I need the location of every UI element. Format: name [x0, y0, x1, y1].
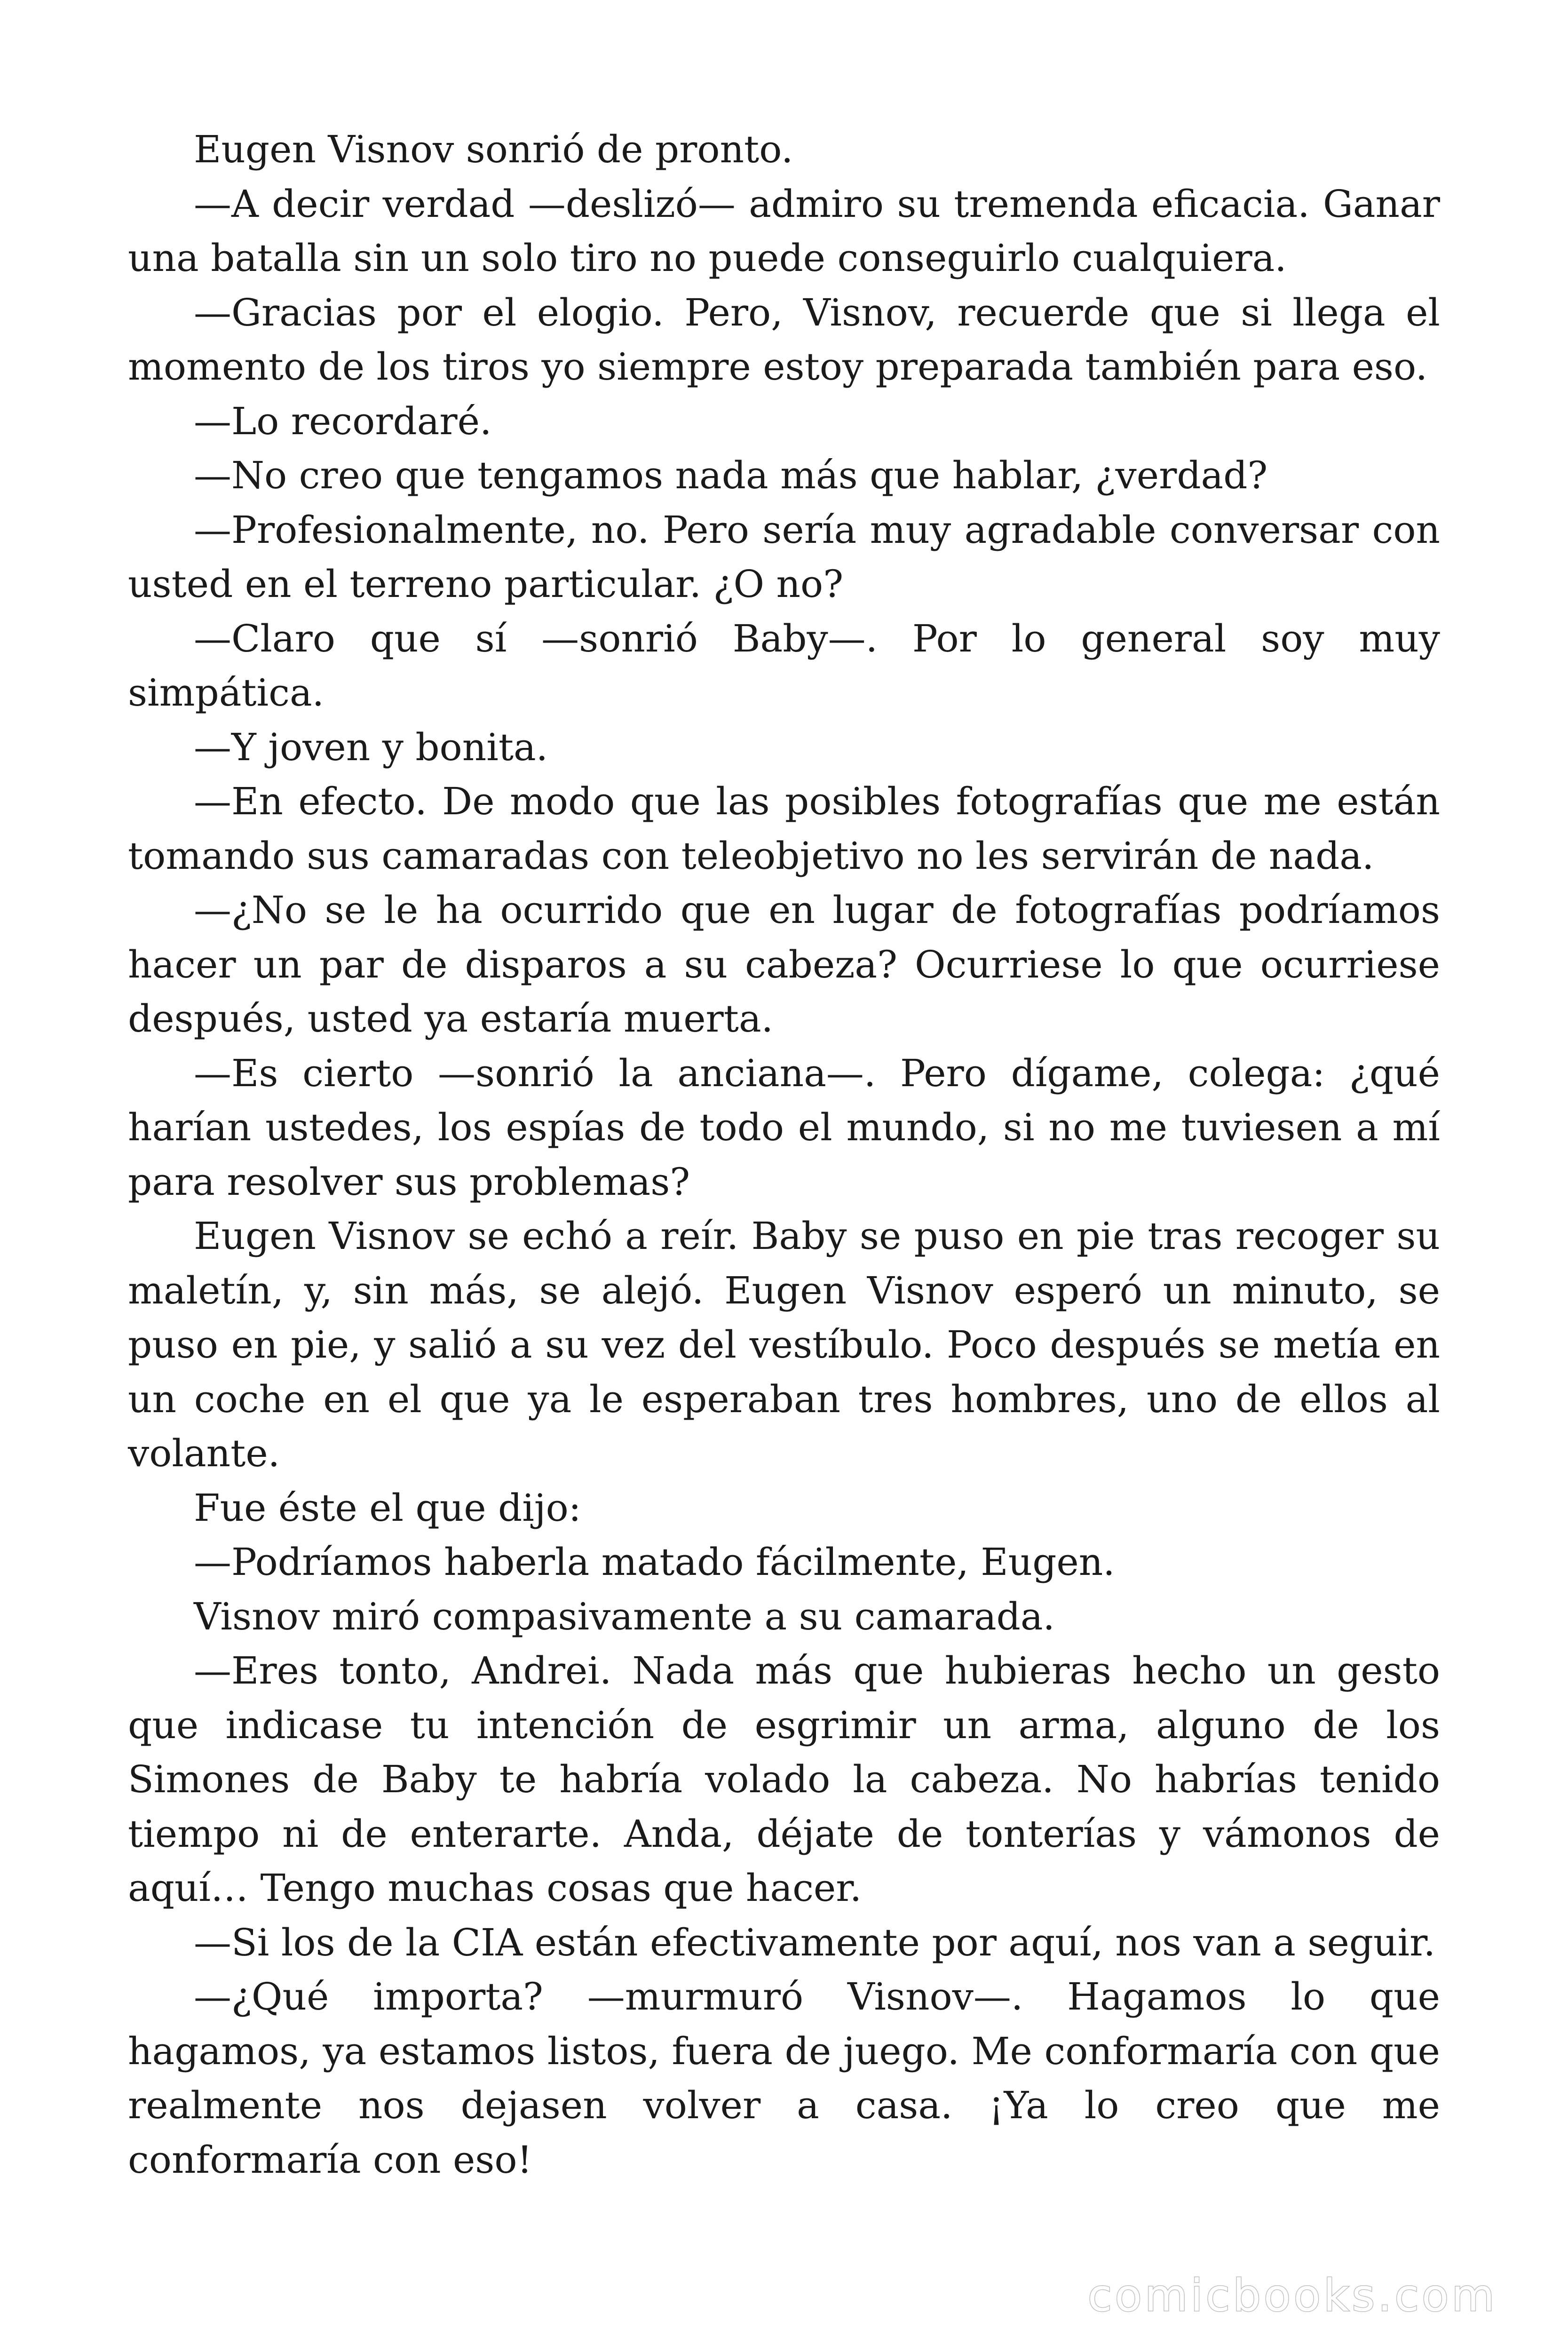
site-watermark: comicbooks.com: [1087, 2270, 1497, 2321]
paragraph-16: —Eres tonto, Andrei. Nada más que hubieras hecho un gesto que indicase tu intención de esgrimir un arma, alguno de los Simones de Baby te habría volado la cabeza. No habrías tenido tiempo ni de enterarte. Anda, déjate de tonterías y vámonos de aquí… Tengo muchas cosas que hacer.: [128, 1649, 1440, 1910]
paragraph-15: Visnov miró compasivamente a su camarada.: [194, 1594, 1055, 1638]
paragraph-7: —Claro que sí —sonrió Baby—. Por lo general soy muy simpática.: [128, 616, 1440, 715]
paragraph-13: Fue éste el que dijo:: [194, 1486, 581, 1530]
page-text-body: [128, 122, 1440, 2187]
paragraph-3: —Gracias por el elogio. Pero, Visnov, recuerde que si llega el momento de los tiros yo siempre estoy preparada también para eso.: [128, 290, 1440, 389]
paragraph-1: Eugen Visnov sonrió de pronto.: [194, 127, 793, 171]
paragraph-2: —A decir verdad —deslizó— admiro su tremenda eficacia. Ganar una batalla sin un solo tiro no puede conseguirlo cualquiera.: [128, 182, 1440, 280]
paragraph-18: —¿Qué importa? —murmuró Visnov—. Hagamos lo que hagamos, ya estamos listos, fuera de juego. Me conformaría con que realmente nos dejasen volver a casa. ¡Ya lo creo que me conformaría con eso!: [128, 1975, 1440, 2182]
paragraph-10: —¿No se le ha ocurrido que en lugar de fotografías podríamos hacer un par de disparos a su cabeza? Ocurriese lo que ocurriese después, usted ya estaría muerta.: [128, 888, 1440, 1041]
paragraph-12: Eugen Visnov se echó a reír. Baby se puso en pie tras recoger su maletín, y, sin más, se alejó. Eugen Visnov esperó un minuto, se puso en pie, y salió a su vez del vestíbulo. Poco después se metía en un coche en el que ya le esperaban tres hombres, uno de ellos al volante.: [128, 1214, 1440, 1475]
paragraph-5: —No creo que tengamos nada más que hablar, ¿verdad?: [194, 453, 1268, 497]
paragraph-4: —Lo recordaré.: [194, 399, 492, 443]
paragraph-11: —Es cierto —sonrió la anciana—. Pero dígame, colega: ¿qué harían ustedes, los espías de todo el mundo, si no me tuviesen a mí para resolver sus problemas?: [128, 1051, 1440, 1204]
paragraph-9: —En efecto. De modo que las posibles fotografías que me están tomando sus camaradas con teleobjetivo no les servirán de nada.: [128, 779, 1440, 878]
paragraph-17: —Si los de la CIA están efectivamente por aquí, nos van a seguir.: [194, 1920, 1435, 1964]
paragraph-8: —Y joven y bonita.: [194, 725, 548, 769]
paragraph-6: —Profesionalmente, no. Pero sería muy agradable conversar con usted en el terreno particular. ¿O no?: [128, 508, 1440, 606]
paragraph-14: —Podríamos haberla matado fácilmente, Eugen.: [194, 1540, 1115, 1584]
